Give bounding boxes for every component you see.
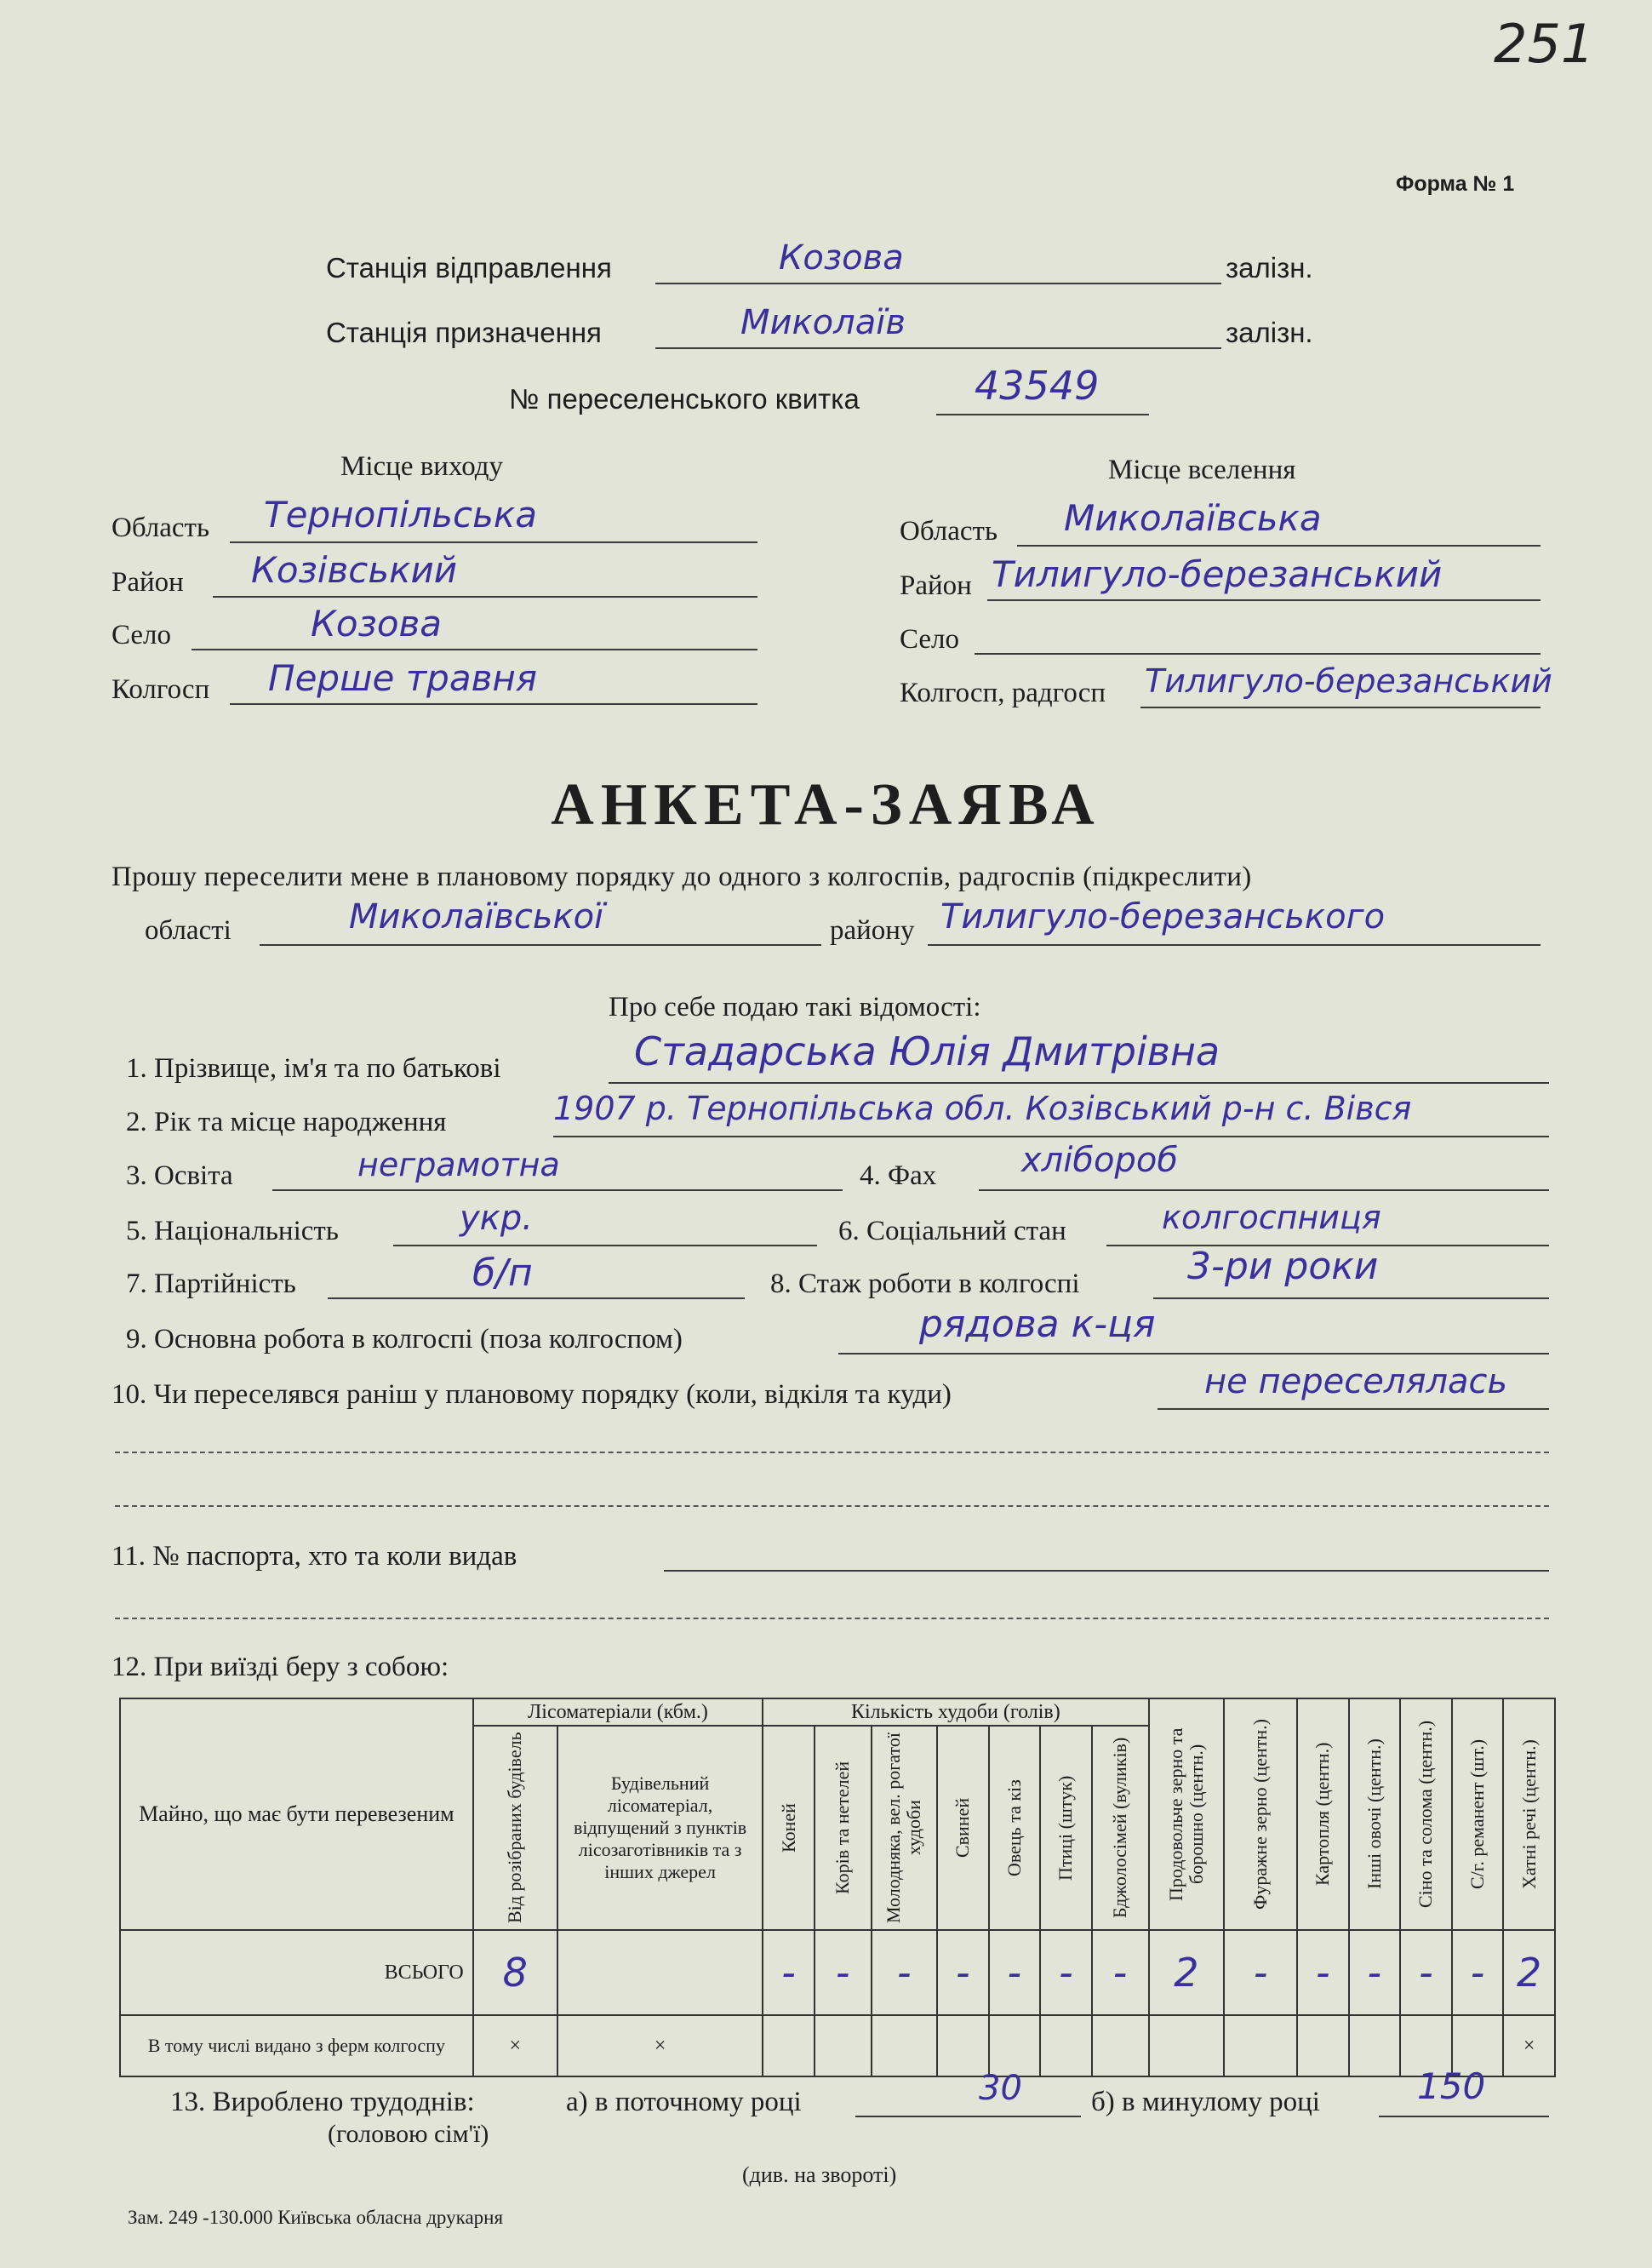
origin-raion-label: Район bbox=[111, 567, 184, 598]
field10-extra-line-2 bbox=[115, 1505, 1549, 1507]
ticket-number: 43549 bbox=[975, 363, 1100, 409]
request-text: Прошу переселити мене в плановому порядку до одного з колгоспів, радгоспів (підкреслити) bbox=[111, 862, 1252, 892]
farm-cell bbox=[1349, 2015, 1401, 2076]
farm-row bbox=[120, 2015, 1555, 2076]
total-label: ВСЬОГО bbox=[120, 1930, 473, 2015]
dest-oblast-value: Миколаївська bbox=[1064, 497, 1322, 539]
origin-selo-label: Село bbox=[111, 620, 172, 650]
total-cell: - bbox=[1452, 1930, 1504, 2015]
total-cell: - bbox=[815, 1930, 872, 2015]
dest-raion-value: Тилигуло-березанський bbox=[992, 553, 1443, 595]
field2-value: 1907 р. Тернопільська обл. Козівський р-н с. Вівся bbox=[553, 1090, 1412, 1127]
origin-raion-value: Козівський bbox=[251, 549, 458, 591]
field11-line bbox=[664, 1570, 1549, 1572]
total-cell: - bbox=[1400, 1930, 1452, 2015]
other-col-7: Хатні речі (центн.) bbox=[1518, 1739, 1540, 1889]
origin-kolhosp-label: Колгосп bbox=[111, 674, 210, 705]
total-cell: - bbox=[1349, 1930, 1401, 2015]
form-title: АНКЕТА-ЗАЯВА bbox=[551, 772, 1101, 838]
field11-label: 11. № паспорта, хто та коли видав bbox=[111, 1541, 517, 1572]
destination-heading: Місце вселення bbox=[1108, 455, 1296, 485]
cattle-col-1: Коней bbox=[777, 1803, 799, 1853]
total-cell: - bbox=[1224, 1930, 1297, 2015]
field6-value: колгоспниця bbox=[1162, 1199, 1381, 1236]
request-raion-line bbox=[928, 944, 1541, 946]
dest-oblast-line bbox=[1017, 545, 1541, 547]
request-oblast-label: області bbox=[145, 915, 232, 946]
farm-cell bbox=[1224, 2015, 1297, 2076]
field5-label: 5. Національність bbox=[126, 1216, 339, 1246]
field7-label: 7. Партійність bbox=[126, 1269, 296, 1299]
origin-selo-line bbox=[191, 649, 757, 650]
dest-oblast-label: Область bbox=[900, 516, 998, 547]
field1-line bbox=[609, 1082, 1549, 1084]
destination-station-line bbox=[655, 347, 1221, 349]
origin-oblast-value: Тернопільська bbox=[264, 494, 537, 536]
field1-label: 1. Прізвище, ім'я та по батькові bbox=[126, 1053, 501, 1084]
workdays-past-line bbox=[1379, 2116, 1549, 2117]
timber-col-1: Від розібраних будівель bbox=[504, 1732, 526, 1924]
total-cell: - bbox=[1040, 1930, 1092, 2015]
workdays-current-label: а) в поточному році bbox=[566, 2087, 802, 2117]
farm-label: В тому числі видано з ферм колгоспу bbox=[120, 2015, 473, 2076]
belongings-table bbox=[119, 1698, 1556, 2077]
field8-value: 3-ри роки bbox=[1187, 1245, 1379, 1288]
printer-note: Зам. 249 -130.000 Київська обласна друкарня bbox=[128, 2207, 504, 2228]
field3-line bbox=[272, 1189, 843, 1191]
workdays-current-value: 30 bbox=[979, 2069, 1022, 2108]
other-col-6: С/г. реманент (шт.) bbox=[1466, 1738, 1488, 1890]
origin-oblast-label: Область bbox=[111, 513, 210, 543]
farm-cell: × bbox=[1503, 2015, 1555, 2076]
total-cell: - bbox=[1092, 1930, 1149, 2015]
other-col-2: Фуражне зерно (центн.) bbox=[1249, 1719, 1272, 1910]
field7-value: б/п bbox=[472, 1251, 533, 1295]
total-cell bbox=[557, 1930, 763, 2015]
other-col-1: Продовольче зерно та борошно (центн.) bbox=[1164, 1727, 1207, 1901]
other-col-5: Сіно та солома (центн.) bbox=[1415, 1720, 1437, 1909]
farm-cell: × bbox=[557, 2015, 763, 2076]
field10-value: не переселялась bbox=[1204, 1362, 1508, 1401]
workdays-past-label: б) в минулому році bbox=[1091, 2087, 1320, 2117]
field9-label: 9. Основна робота в колгоспі (поза колгоспом) bbox=[126, 1324, 683, 1354]
farm-cell: × bbox=[473, 2015, 557, 2076]
form-number: Форма № 1 bbox=[1396, 172, 1515, 196]
field4-value: хлібороб bbox=[1021, 1141, 1179, 1180]
field4-line bbox=[979, 1189, 1549, 1191]
origin-raion-line bbox=[213, 596, 757, 598]
origin-kolhosp-value: Перше травня bbox=[268, 657, 538, 699]
field9-value: рядова к-ця bbox=[919, 1303, 1156, 1346]
field6-label: 6. Соціальний стан bbox=[838, 1216, 1066, 1246]
cattle-col-2: Корів та нетелей bbox=[832, 1761, 854, 1895]
dest-raion-label: Район bbox=[900, 570, 972, 601]
field2-label: 2. Рік та місце народження bbox=[126, 1107, 447, 1137]
destination-station-value: Миколаїв bbox=[740, 303, 906, 342]
workdays-past-value: 150 bbox=[1417, 2065, 1486, 2107]
field11-extra-line bbox=[115, 1618, 1549, 1619]
farm-cell bbox=[1149, 2015, 1225, 2076]
workdays-label: 13. Вироблено трудоднів: bbox=[170, 2087, 475, 2117]
cattle-col-7: Бджолосімей (вуликів) bbox=[1109, 1737, 1131, 1919]
total-cell: - bbox=[937, 1930, 989, 2015]
field1-value: Стадарська Юлія Дмитрівна bbox=[634, 1028, 1220, 1074]
cattle-col-5: Овець та кіз bbox=[1003, 1779, 1025, 1876]
dest-kolhosp-value: Тилигуло-березанський bbox=[1145, 662, 1552, 700]
intro-text: Про себе подаю такі відомості: bbox=[609, 992, 981, 1022]
ticket-label: № переселенського квитка bbox=[509, 383, 860, 415]
field8-label: 8. Стаж роботи в колгоспі bbox=[770, 1269, 1080, 1299]
workdays-current-line bbox=[855, 2116, 1081, 2117]
reverse-note: (див. на звороті) bbox=[742, 2162, 897, 2187]
cattle-col-3: Молодняка, вел. рогатої худоби bbox=[883, 1732, 925, 1923]
total-cell: 2 bbox=[1503, 1930, 1555, 2015]
farm-cell bbox=[763, 2015, 815, 2076]
cattle-group-header: Кількість худоби (голів) bbox=[763, 1698, 1148, 1726]
field4-label: 4. Фах bbox=[860, 1160, 937, 1191]
destination-station-label: Станція призначення bbox=[326, 317, 602, 348]
field7-line bbox=[328, 1297, 745, 1299]
total-cell: - bbox=[872, 1930, 937, 2015]
departure-station-value: Козова bbox=[779, 238, 904, 278]
dest-selo-line bbox=[975, 653, 1541, 655]
dest-selo-label: Село bbox=[900, 624, 960, 655]
cattle-col-6: Птиці (штук) bbox=[1055, 1775, 1077, 1881]
timber-group-header: Лісоматеріали (кбм.) bbox=[473, 1698, 763, 1726]
cattle-col-4: Свиней bbox=[952, 1797, 974, 1858]
field5-value: укр. bbox=[460, 1199, 533, 1238]
workdays-sublabel: (головою сім'ї) bbox=[328, 2120, 489, 2148]
field8-line bbox=[1153, 1297, 1549, 1299]
field3-label: 3. Освіта bbox=[126, 1160, 233, 1191]
origin-heading: Місце виходу bbox=[340, 451, 504, 482]
field10-label: 10. Чи переселявся раніш у плановому порядку (коли, відкіля та куди) bbox=[111, 1379, 952, 1410]
dest-kolhosp-line bbox=[1140, 707, 1541, 708]
request-raion-label: району bbox=[830, 915, 915, 946]
total-cell: - bbox=[763, 1930, 815, 2015]
archive-number: 251 bbox=[1494, 13, 1595, 75]
request-oblast-line bbox=[260, 944, 821, 946]
timber-col-2: Будівельний лісоматеріал, відпущений з пунктів лісозаготівників та з інших джерел bbox=[557, 1726, 763, 1930]
origin-selo-value: Козова bbox=[311, 603, 443, 644]
departure-rail-suffix: залізн. bbox=[1226, 252, 1313, 284]
total-cell: 2 bbox=[1149, 1930, 1225, 2015]
field2-line bbox=[553, 1136, 1549, 1137]
farm-cell bbox=[815, 2015, 872, 2076]
field5-line bbox=[393, 1245, 817, 1246]
dest-raion-line bbox=[987, 599, 1541, 601]
other-col-4: Інші овочі (центн.) bbox=[1363, 1738, 1385, 1890]
origin-kolhosp-line bbox=[230, 703, 757, 705]
property-header: Майно, що має бути перевезеним bbox=[120, 1698, 473, 1930]
total-cell: 8 bbox=[473, 1930, 557, 2015]
origin-oblast-line bbox=[230, 541, 757, 543]
farm-cell bbox=[1092, 2015, 1149, 2076]
total-row bbox=[120, 1930, 1555, 2015]
departure-station-label: Станція відправлення bbox=[326, 252, 612, 284]
total-cell: - bbox=[989, 1930, 1041, 2015]
farm-cell bbox=[1297, 2015, 1349, 2076]
field3-value: неграмотна bbox=[357, 1146, 560, 1183]
field9-line bbox=[838, 1353, 1549, 1354]
farm-cell bbox=[937, 2015, 989, 2076]
farm-cell bbox=[872, 2015, 937, 2076]
departure-station-line bbox=[655, 283, 1221, 284]
request-oblast-value: Миколаївської bbox=[349, 897, 604, 936]
request-raion-value: Тилигуло-березанського bbox=[940, 897, 1386, 936]
other-col-3: Картопля (центн.) bbox=[1312, 1742, 1334, 1887]
farm-cell bbox=[1040, 2015, 1092, 2076]
dest-kolhosp-label: Колгосп, радгосп bbox=[900, 678, 1106, 708]
field12-label: 12. При виїзді беру з собою: bbox=[111, 1652, 449, 1682]
destination-rail-suffix: залізн. bbox=[1226, 317, 1313, 348]
field10-line bbox=[1158, 1408, 1549, 1410]
total-cell: - bbox=[1297, 1930, 1349, 2015]
farm-cell bbox=[989, 2015, 1041, 2076]
field10-extra-line-1 bbox=[115, 1452, 1549, 1453]
ticket-line bbox=[936, 414, 1149, 415]
